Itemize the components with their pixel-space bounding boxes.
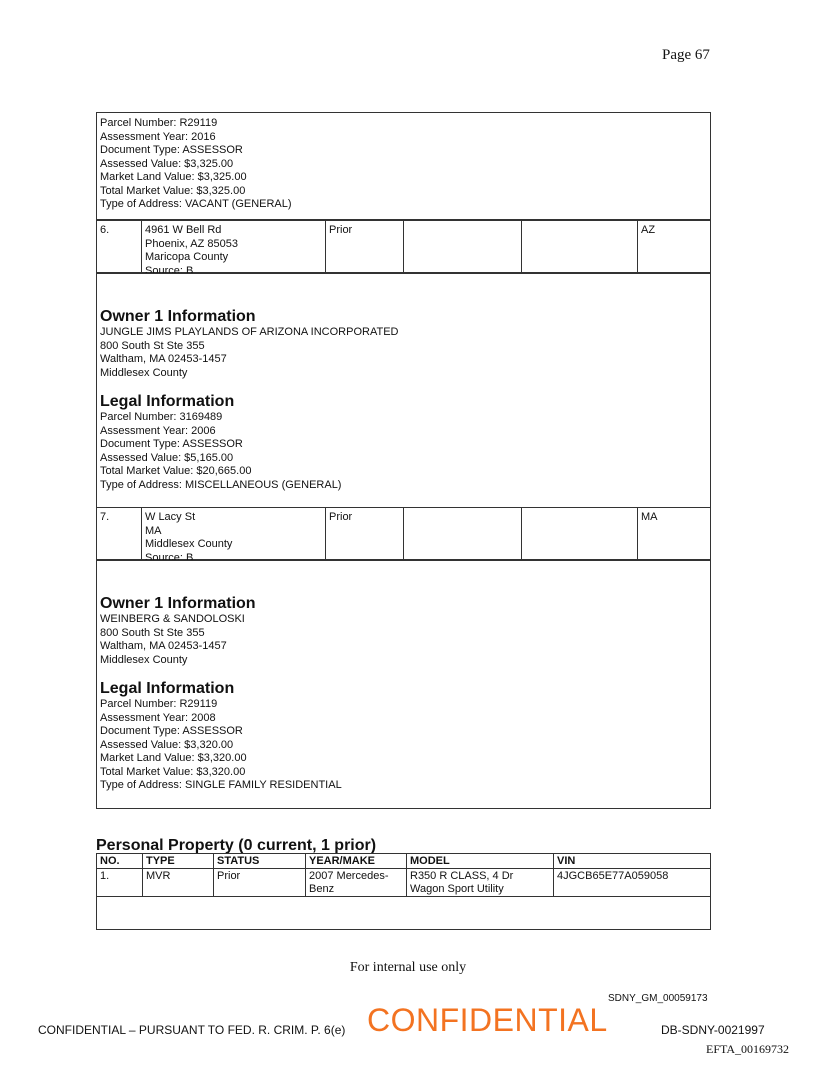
legal-line: Type of Address: MISCELLANEOUS (GENERAL) [100, 478, 342, 491]
owner-legal-block-6 [96, 273, 711, 508]
legal-line: Parcel Number: R29119 [100, 698, 218, 710]
legal-heading: Legal Information [100, 680, 235, 697]
row-number: 7. [97, 508, 142, 559]
cell-no: 1. [97, 869, 143, 896]
row-empty-2 [522, 221, 638, 272]
header-vin: VIN [557, 855, 576, 867]
owner-line: JUNGLE JIMS PLAYLANDS OF ARIZONA INCORPORATED [100, 326, 399, 338]
address-line: Maricopa County [145, 251, 229, 263]
property-row-7 [96, 507, 711, 564]
model-line: Wagon Sport Utility [410, 883, 504, 895]
legal-line: Assessed Value: $3,320.00 [100, 738, 234, 751]
row-state: MA [641, 511, 658, 523]
page-number: Page 67 [662, 47, 710, 63]
year-make-line: Benz [309, 883, 335, 895]
legal-line: Assessment Year: 2008 [100, 711, 216, 724]
legal-line: Assessment Year: 2006 [100, 424, 216, 437]
legal-line: Type of Address: VACANT (GENERAL) [100, 198, 292, 210]
cell-vin: 4JGCB65E77A059058 [557, 870, 669, 882]
owner-line: Waltham, MA 02453-1457 [100, 640, 227, 652]
legal-line: Document Type: ASSESSOR [100, 144, 243, 156]
table-header-row [97, 854, 710, 869]
owner-heading: Owner 1 Information [100, 308, 256, 325]
address-line: Phoenix, AZ 85053 [145, 237, 238, 250]
year-make-line: 2007 Mercedes- [309, 870, 389, 882]
row-status: Prior [326, 508, 404, 559]
confidential-notice: CONFIDENTIAL – PURSUANT TO FED. R. CRIM. P. 6(e) [38, 1023, 346, 1037]
db-sdny-bates: DB-SDNY-0021997 [661, 1023, 765, 1037]
legal-line: Total Market Value: $20,665.00 [100, 465, 252, 477]
row-number: 6. [97, 221, 142, 272]
legal-line: Assessment Year: 2016 [100, 130, 216, 143]
address-line: 4961 W Bell Rd [145, 224, 222, 236]
header-status: STATUS [214, 854, 306, 868]
model-line: R350 R CLASS, 4 Dr [410, 870, 514, 882]
owner-line: WEINBERG & SANDOLOSKI [100, 613, 245, 625]
header-model: MODEL [407, 854, 554, 868]
efta-bates: EFTA_00169732 [706, 1042, 790, 1056]
owner-line: Waltham, MA 02453-1457 [100, 353, 227, 365]
legal-line: Parcel Number: R29119 [100, 117, 218, 129]
legal-line: Type of Address: SINGLE FAMILY RESIDENTIAL [100, 779, 342, 791]
legal-line: Total Market Value: $3,325.00 [100, 184, 246, 197]
owner-line: Middlesex County [100, 366, 188, 379]
legal-heading: Legal Information [100, 393, 235, 410]
personal-property-title: Personal Property (0 current, 1 prior) [96, 837, 377, 854]
address-line: Middlesex County [145, 538, 233, 550]
cell-type: MVR [143, 869, 214, 896]
address-line: Source: B [145, 264, 194, 277]
header-year-make: YEAR/MAKE [306, 854, 407, 868]
row-empty-1 [404, 221, 522, 272]
personal-property-table [96, 853, 711, 930]
legal-info-block-5 [96, 112, 711, 220]
property-row-6 [96, 220, 711, 277]
table-row [97, 869, 710, 897]
legal-line: Document Type: ASSESSOR [100, 725, 243, 737]
legal-line: Document Type: ASSESSOR [100, 438, 243, 450]
cell-model [407, 869, 554, 896]
legal-line: Assessed Value: $5,165.00 [100, 451, 234, 464]
cell-status: Prior [214, 869, 306, 896]
owner-line: Middlesex County [100, 653, 188, 666]
row-empty-1 [404, 508, 522, 559]
internal-use-note: For internal use only [349, 960, 467, 975]
row-status: Prior [326, 221, 404, 272]
header-no: NO. [97, 854, 143, 868]
header-type: TYPE [143, 854, 214, 868]
row-state: AZ [641, 224, 656, 236]
legal-line: Assessed Value: $3,325.00 [100, 157, 234, 170]
row-empty-2 [522, 508, 638, 559]
row-address [142, 508, 326, 564]
cell-year-make [306, 869, 407, 896]
legal-line: Market Land Value: $3,320.00 [100, 752, 247, 764]
address-line: Source: B [145, 551, 194, 564]
owner-line: 800 South St Ste 355 [100, 339, 205, 352]
empty-table-row [97, 897, 710, 929]
legal-line: Total Market Value: $3,320.00 [100, 765, 246, 778]
row-address [142, 221, 326, 277]
address-line: W Lacy St [145, 511, 196, 523]
owner-legal-block-7 [96, 560, 711, 809]
legal-line: Parcel Number: 3169489 [100, 411, 223, 423]
owner-line: 800 South St Ste 355 [100, 626, 205, 639]
legal-line: Market Land Value: $3,325.00 [100, 171, 247, 183]
owner-heading: Owner 1 Information [100, 595, 256, 612]
address-line: MA [145, 524, 162, 537]
confidential-stamp: CONFIDENTIAL [367, 1002, 608, 1038]
sdny-gm-bates: SDNY_GM_00059173 [608, 993, 708, 1004]
